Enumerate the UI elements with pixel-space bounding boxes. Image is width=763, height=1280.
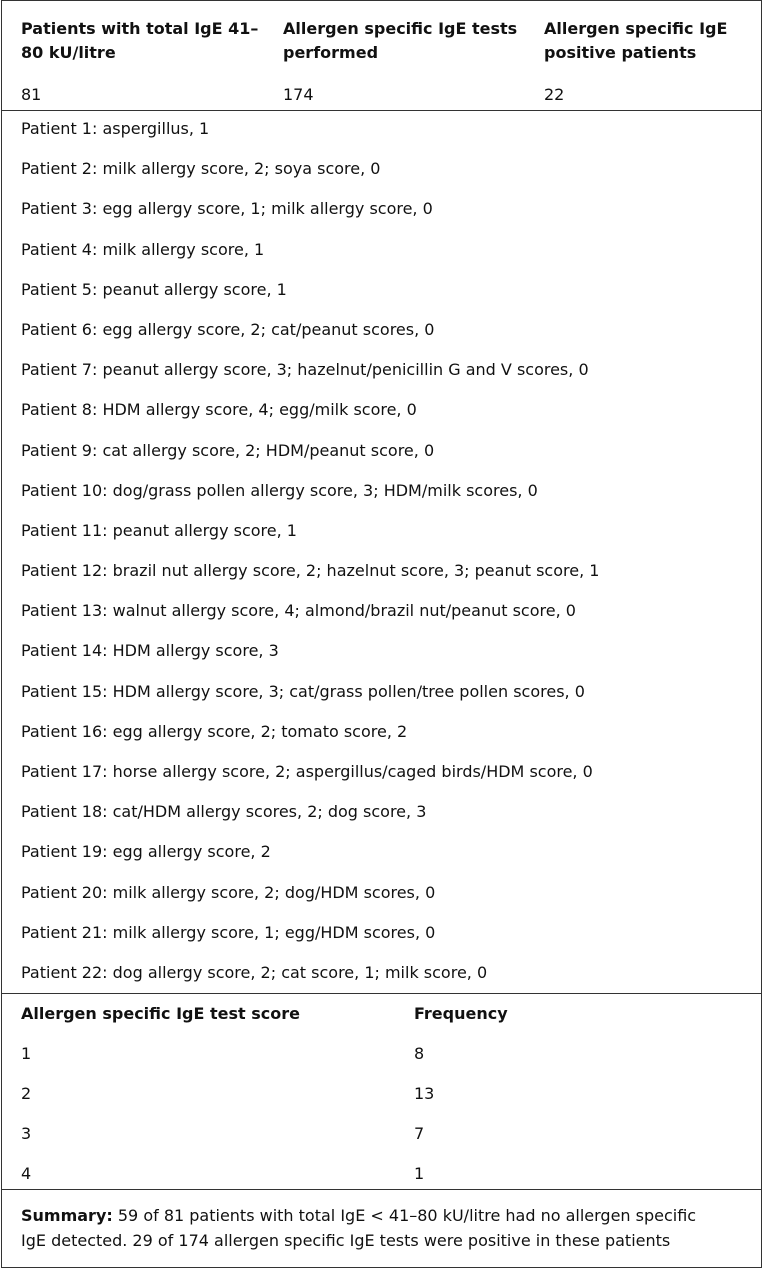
patient-line: Patient 3: egg allergy score, 1; milk allergy score, 0	[21, 199, 433, 219]
summary-body: 59 of 81 patients with total IgE < 41–80 kU/litre had no allergen specific IgE detected. 29 of 174 allergen specific IgE tests were positive in these patients	[21, 1206, 697, 1250]
patients-list	[21, 119, 599, 1003]
summary-label: Summary:	[21, 1206, 113, 1225]
patient-line: Patient 11: peanut allergy score, 1	[21, 520, 297, 540]
summary-text	[21, 1203, 721, 1253]
score-column-header: Allergen specific IgE test score	[21, 1004, 300, 1023]
frequency-cell: 7	[414, 1124, 425, 1143]
patient-line: Patient 13: walnut allergy score, 4; almond/brazil nut/peanut score, 0	[21, 601, 576, 621]
col2-value: 174	[283, 85, 314, 104]
patient-line: Patient 5: peanut allergy score, 1	[21, 279, 287, 299]
patient-line: Patient 10: dog/grass pollen allergy score, 3; HDM/milk scores, 0	[21, 480, 538, 500]
frequency-row	[2, 1044, 761, 1084]
patient-line: Patient 1: aspergillus, 1	[21, 119, 210, 138]
patient-line: Patient 12: brazil nut allergy score, 2; hazelnut score, 3; peanut score, 1	[21, 561, 600, 581]
patients-section	[2, 111, 761, 994]
frequency-cell: 1	[414, 1164, 425, 1183]
score-cell: 3	[21, 1124, 32, 1143]
col3-title: Allergen specific IgE positive patients	[544, 19, 728, 62]
col1-value: 81	[21, 85, 42, 104]
score-cell: 1	[21, 1044, 32, 1063]
patient-line: Patient 16: egg allergy score, 2; tomato score, 2	[21, 721, 408, 741]
score-cell: 2	[21, 1084, 32, 1103]
patient-line: Patient 8: HDM allergy score, 4; egg/milk score, 0	[21, 400, 417, 420]
frequency-cell: 13	[414, 1084, 435, 1103]
patient-line: Patient 17: horse allergy score, 2; aspergillus/caged birds/HDM score, 0	[21, 762, 593, 781]
summary-section	[2, 1190, 761, 1267]
patient-line: Patient 6: egg allergy score, 2; cat/peanut scores, 0	[21, 319, 435, 339]
patient-line: Patient 14: HDM allergy score, 3	[21, 641, 279, 661]
frequency-column-header: Frequency	[414, 1004, 508, 1023]
patient-line: Patient 15: HDM allergy score, 3; cat/grass pollen/tree pollen scores, 0	[21, 681, 585, 701]
patient-line: Patient 7: peanut allergy score, 3; hazelnut/penicillin G and V scores, 0	[21, 360, 589, 380]
patient-line: Patient 20: milk allergy score, 2; dog/HDM scores, 0	[21, 882, 436, 902]
allergy-table	[1, 0, 762, 1268]
patient-line: Patient 19: egg allergy score, 2	[21, 842, 271, 862]
col3-value: 22	[544, 85, 565, 104]
patient-line: Patient 18: cat/HDM allergy scores, 2; dog score, 3	[21, 802, 427, 822]
patient-line: Patient 22: dog allergy score, 2; cat score, 1; milk score, 0	[21, 962, 488, 982]
frequency-section	[2, 994, 761, 1190]
patient-line: Patient 21: milk allergy score, 1; egg/HDM scores, 0	[21, 922, 436, 942]
patient-line: Patient 2: milk allergy score, 2; soya score, 0	[21, 159, 381, 179]
frequency-row	[2, 1084, 761, 1124]
table-header-section	[2, 1, 761, 111]
frequency-header-row	[2, 1004, 761, 1044]
frequency-cell: 8	[414, 1044, 425, 1063]
score-cell: 4	[21, 1164, 32, 1183]
col2-title: Allergen specific IgE tests performed	[283, 19, 518, 62]
col1-title: Patients with total IgE 41–80 kU/litre	[21, 19, 259, 62]
frequency-row	[2, 1124, 761, 1164]
patient-line: Patient 9: cat allergy score, 2; HDM/peanut score, 0	[21, 440, 435, 460]
patient-line: Patient 4: milk allergy score, 1	[21, 239, 265, 259]
